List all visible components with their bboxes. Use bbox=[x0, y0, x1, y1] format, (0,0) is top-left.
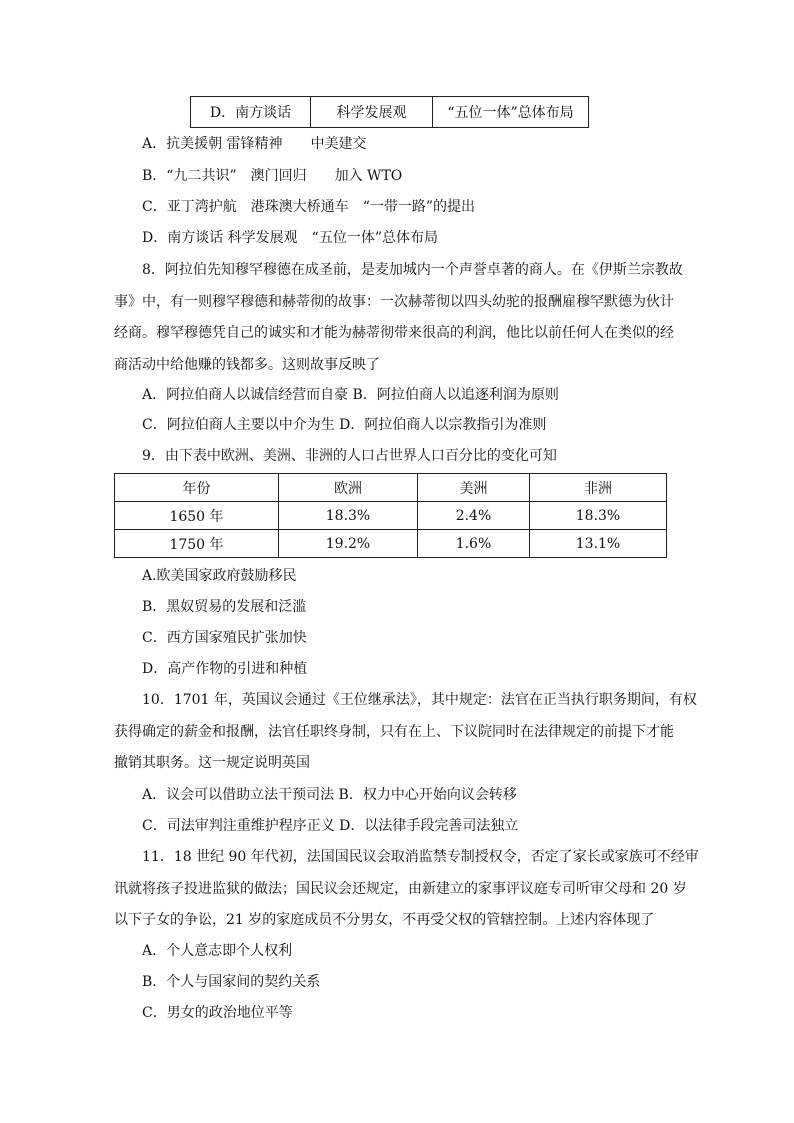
q9-option-d: D．高产作物的引进和种植 bbox=[142, 661, 308, 677]
q9-option-a: A.欧美国家政府鼓励移民 bbox=[142, 568, 297, 584]
q11-option-b: B．个人与国家间的契约关系 bbox=[142, 974, 321, 990]
q11-stem-line: 讯就将孩子投进监狱的做法；国民议会还规定，由新建立的家事评议庭专司听审父母和 20 岁 bbox=[114, 881, 687, 897]
table-cell: 18.3% bbox=[530, 502, 667, 530]
q11-stem-line: 11．18 世纪 90 年代初，法国国民议会取消监禁专制授权令，否定了家长或家族可不经审 bbox=[142, 849, 699, 865]
table-row bbox=[115, 502, 667, 530]
q8-stem-line: 事》中，有一则穆罕穆德和赫蒂彻的故事：一次赫蒂彻以四头幼驼的报酬雇穆罕默德为伙计 bbox=[114, 294, 674, 310]
top-options-table bbox=[190, 96, 589, 128]
table-cell: 1750 年 bbox=[115, 530, 279, 558]
table-header: 欧洲 bbox=[279, 474, 418, 502]
table-row bbox=[115, 530, 667, 558]
q10-stem-line: 10．1701 年，英国议会通过《王位继承法》，其中规定：法官在正当执行职务期间，有权 bbox=[142, 692, 697, 708]
table-header: 非洲 bbox=[530, 474, 667, 502]
table-header-row bbox=[115, 474, 667, 502]
q10-options-ab: A．议会可以借助立法干预司法 B．权力中心开始向议会转移 bbox=[142, 787, 517, 803]
q11-option-c: C．男女的政治地位平等 bbox=[142, 1005, 293, 1021]
table-cell: 18.3% bbox=[279, 502, 418, 530]
q7-option-d: D．南方谈话 科学发展观 “五位一体”总体布局 bbox=[142, 230, 438, 246]
table-cell: 1.6% bbox=[418, 530, 530, 558]
table-header: 年份 bbox=[115, 474, 279, 502]
table-cell: “五位一体”总体布局 bbox=[433, 97, 589, 128]
table-header: 美洲 bbox=[418, 474, 530, 502]
q10-stem-line: 撤销其职务。这一规定说明英国 bbox=[114, 755, 310, 771]
population-table bbox=[114, 473, 667, 558]
table-cell: 13.1% bbox=[530, 530, 667, 558]
q9-option-b: B．黑奴贸易的发展和泛滥 bbox=[142, 599, 307, 615]
table-cell: 19.2% bbox=[279, 530, 418, 558]
q8-options-ab: A．阿拉伯商人以诚信经营而自豪 B．阿拉伯商人以追逐利润为原则 bbox=[142, 387, 559, 403]
table-cell: 2.4% bbox=[418, 502, 530, 530]
q10-options-cd: C．司法审判注重维护程序正义 D．以法律手段完善司法独立 bbox=[142, 818, 519, 834]
q7-option-a: A．抗美援朝 雷锋精神 中美建交 bbox=[142, 136, 367, 152]
q8-stem-line: 8．阿拉伯先知穆罕穆德在成圣前，是麦加城内一个声誉卓著的商人。在《伊斯兰宗教故 bbox=[142, 262, 683, 278]
table-cell: 1650 年 bbox=[115, 502, 279, 530]
q11-stem-line: 以下子女的争讼，21 岁的家庭成员不分男女，不再受父权的管辖控制。上述内容体现了 bbox=[114, 912, 655, 928]
q10-stem-line: 获得确定的薪金和报酬，法官任职终身制，只有在上、下议院同时在法律规定的前提下才能 bbox=[114, 724, 674, 740]
q7-option-c: C．亚丁湾护航 港珠澳大桥通车 “一带一路”的提出 bbox=[142, 199, 476, 215]
table-cell: D．南方谈话 bbox=[191, 97, 311, 128]
q11-option-a: A．个人意志即个人权利 bbox=[142, 943, 293, 959]
q8-stem-line: 经商。穆罕穆德凭自己的诚实和才能为赫蒂彻带来很高的利润，他比以前任何人在类似的经 bbox=[114, 325, 674, 341]
q7-option-b: B．“九二共识” 澳门回归 加入 WTO bbox=[142, 168, 403, 184]
q9-stem: 9．由下表中欧洲、美洲、非洲的人口占世界人口百分比的变化可知 bbox=[142, 448, 557, 464]
q8-options-cd: C．阿拉伯商人主要以中介为生 D．阿拉伯商人以宗教指引为准则 bbox=[142, 417, 547, 433]
table-row bbox=[191, 97, 589, 128]
table-cell: 科学发展观 bbox=[311, 97, 433, 128]
q8-stem-line: 商活动中给他赚的钱都多。这则故事反映了 bbox=[114, 357, 380, 373]
q9-option-c: C．西方国家殖民扩张加快 bbox=[142, 630, 307, 646]
